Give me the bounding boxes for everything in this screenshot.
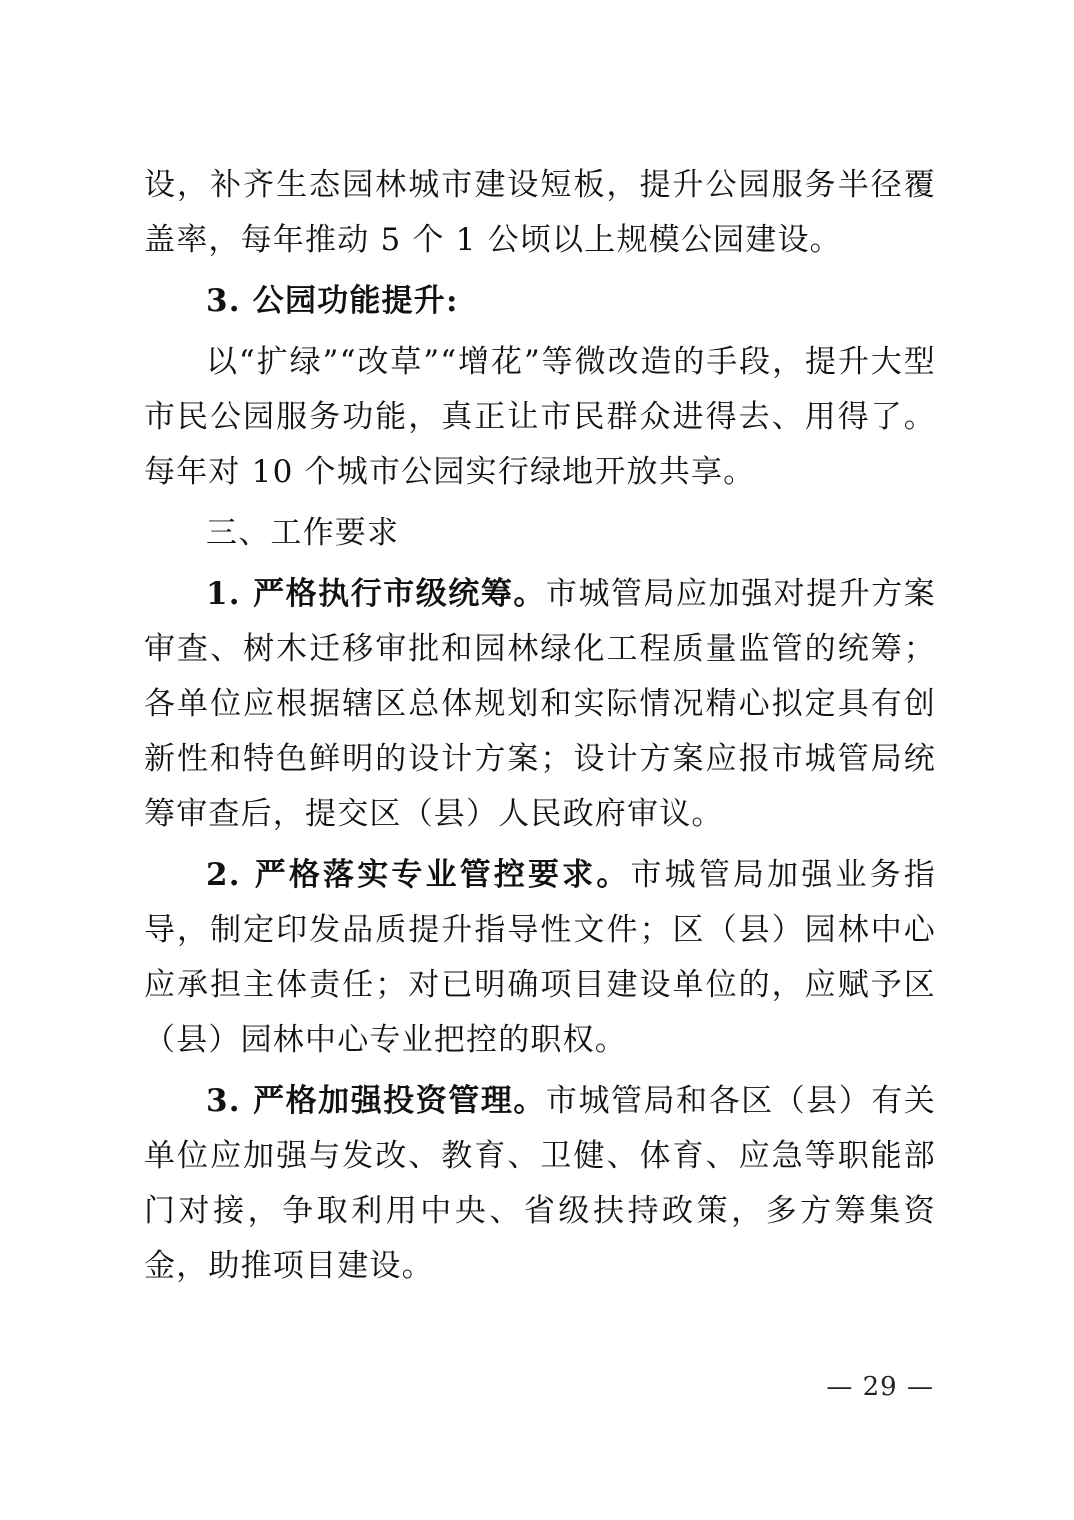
requirement-3 [144,1074,936,1294]
page-number: — 29 — [826,1372,934,1402]
requirement-1-text: 市城管局应加强对提升方案审查、树木迁移审批和园林绿化工程质量监管的统筹；各单位应根据辖区总体规划和实际情况精心拟定具有创新性和特色鲜明的设计方案；设计方案应报市城管局统筹审查后，提交区（县）人民政府审议。 [144,576,936,832]
document-body [144,158,936,1294]
requirement-2 [144,848,936,1068]
requirement-3-text: 市城管局和各区（县）有关单位应加强与发改、教育、卫健、体育、应急等职能部门对接，争取利用中央、省级扶持政策，多方筹集资金，助推项目建设。 [144,1083,936,1284]
requirement-3-lead: 3. 严格加强投资管理。 [206,1083,546,1119]
requirement-2-text: 市城管局加强业务指导，制定印发品质提升指导性文件；区（县）园林中心应承担主体责任；对已明确项目建设单位的，应赋予区（县）园林中心专业把控的职权。 [144,857,936,1058]
requirement-1 [144,567,936,842]
subheading-park-function [144,274,936,329]
section-heading-text: 三、工作要求 [206,515,400,551]
requirement-2-lead: 2. 严格落实专业管控要求。 [206,857,631,893]
paragraph-park-construction [144,158,936,268]
paragraph-text: 设，补齐生态园林城市建设短板，提升公园服务半径覆盖率，每年推动 5 个 1 公顷以上规模公园建设。 [144,167,936,258]
requirement-1-lead: 1. 严格执行市级统筹。 [206,576,546,612]
subheading-text: 3. 公园功能提升: [206,283,459,319]
paragraph-park-function [144,335,936,500]
paragraph-text: 以“扩绿”“改草”“增花”等微改造的手段，提升大型市民公园服务功能，真正让市民群众进得去、用得了。每年对 10 个城市公园实行绿地开放共享。 [144,344,936,490]
section-heading-work-requirements [144,506,936,561]
